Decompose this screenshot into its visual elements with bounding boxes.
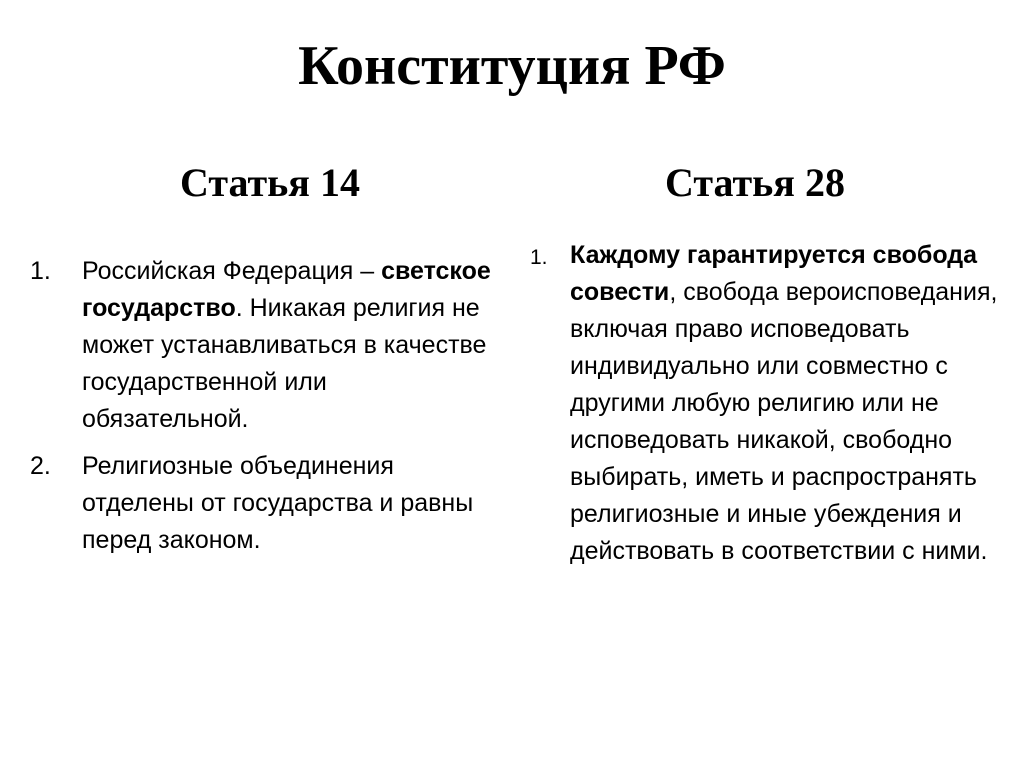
article-28-list <box>518 237 1008 570</box>
list-item <box>30 448 500 559</box>
list-item <box>518 237 1008 570</box>
list-item-number: 1. <box>30 257 51 285</box>
list-item-emphasis: светское государство <box>82 257 491 322</box>
list-item-text: . Никакая религия не может устанавливаться в качестве государственной или обязательной. <box>82 294 487 433</box>
article-14-heading: Статья 14 <box>180 160 360 205</box>
list-item <box>30 253 500 438</box>
list-item-text: Российская Федерация – <box>82 257 382 285</box>
list-item-number: 1. <box>530 246 548 269</box>
article-28-heading: Статья 28 <box>665 160 845 205</box>
list-item-emphasis: Каждому гарантируется свобода совести <box>570 241 978 306</box>
article-14-list <box>30 253 500 559</box>
slide-title: Конституция РФ <box>298 35 726 97</box>
list-item-text: , свобода вероисповедания, включая право исповедовать индивидуально или совместно с другими любую религию или не исповедовать никакой, свободно выбирать, иметь и распространять религиозные и иные убеждения и действовать в соответствии с ними. <box>570 278 998 565</box>
list-item-text: Религиозные объединения отделены от государства и равны перед законом. <box>82 452 474 554</box>
list-item-number: 2. <box>30 452 51 480</box>
